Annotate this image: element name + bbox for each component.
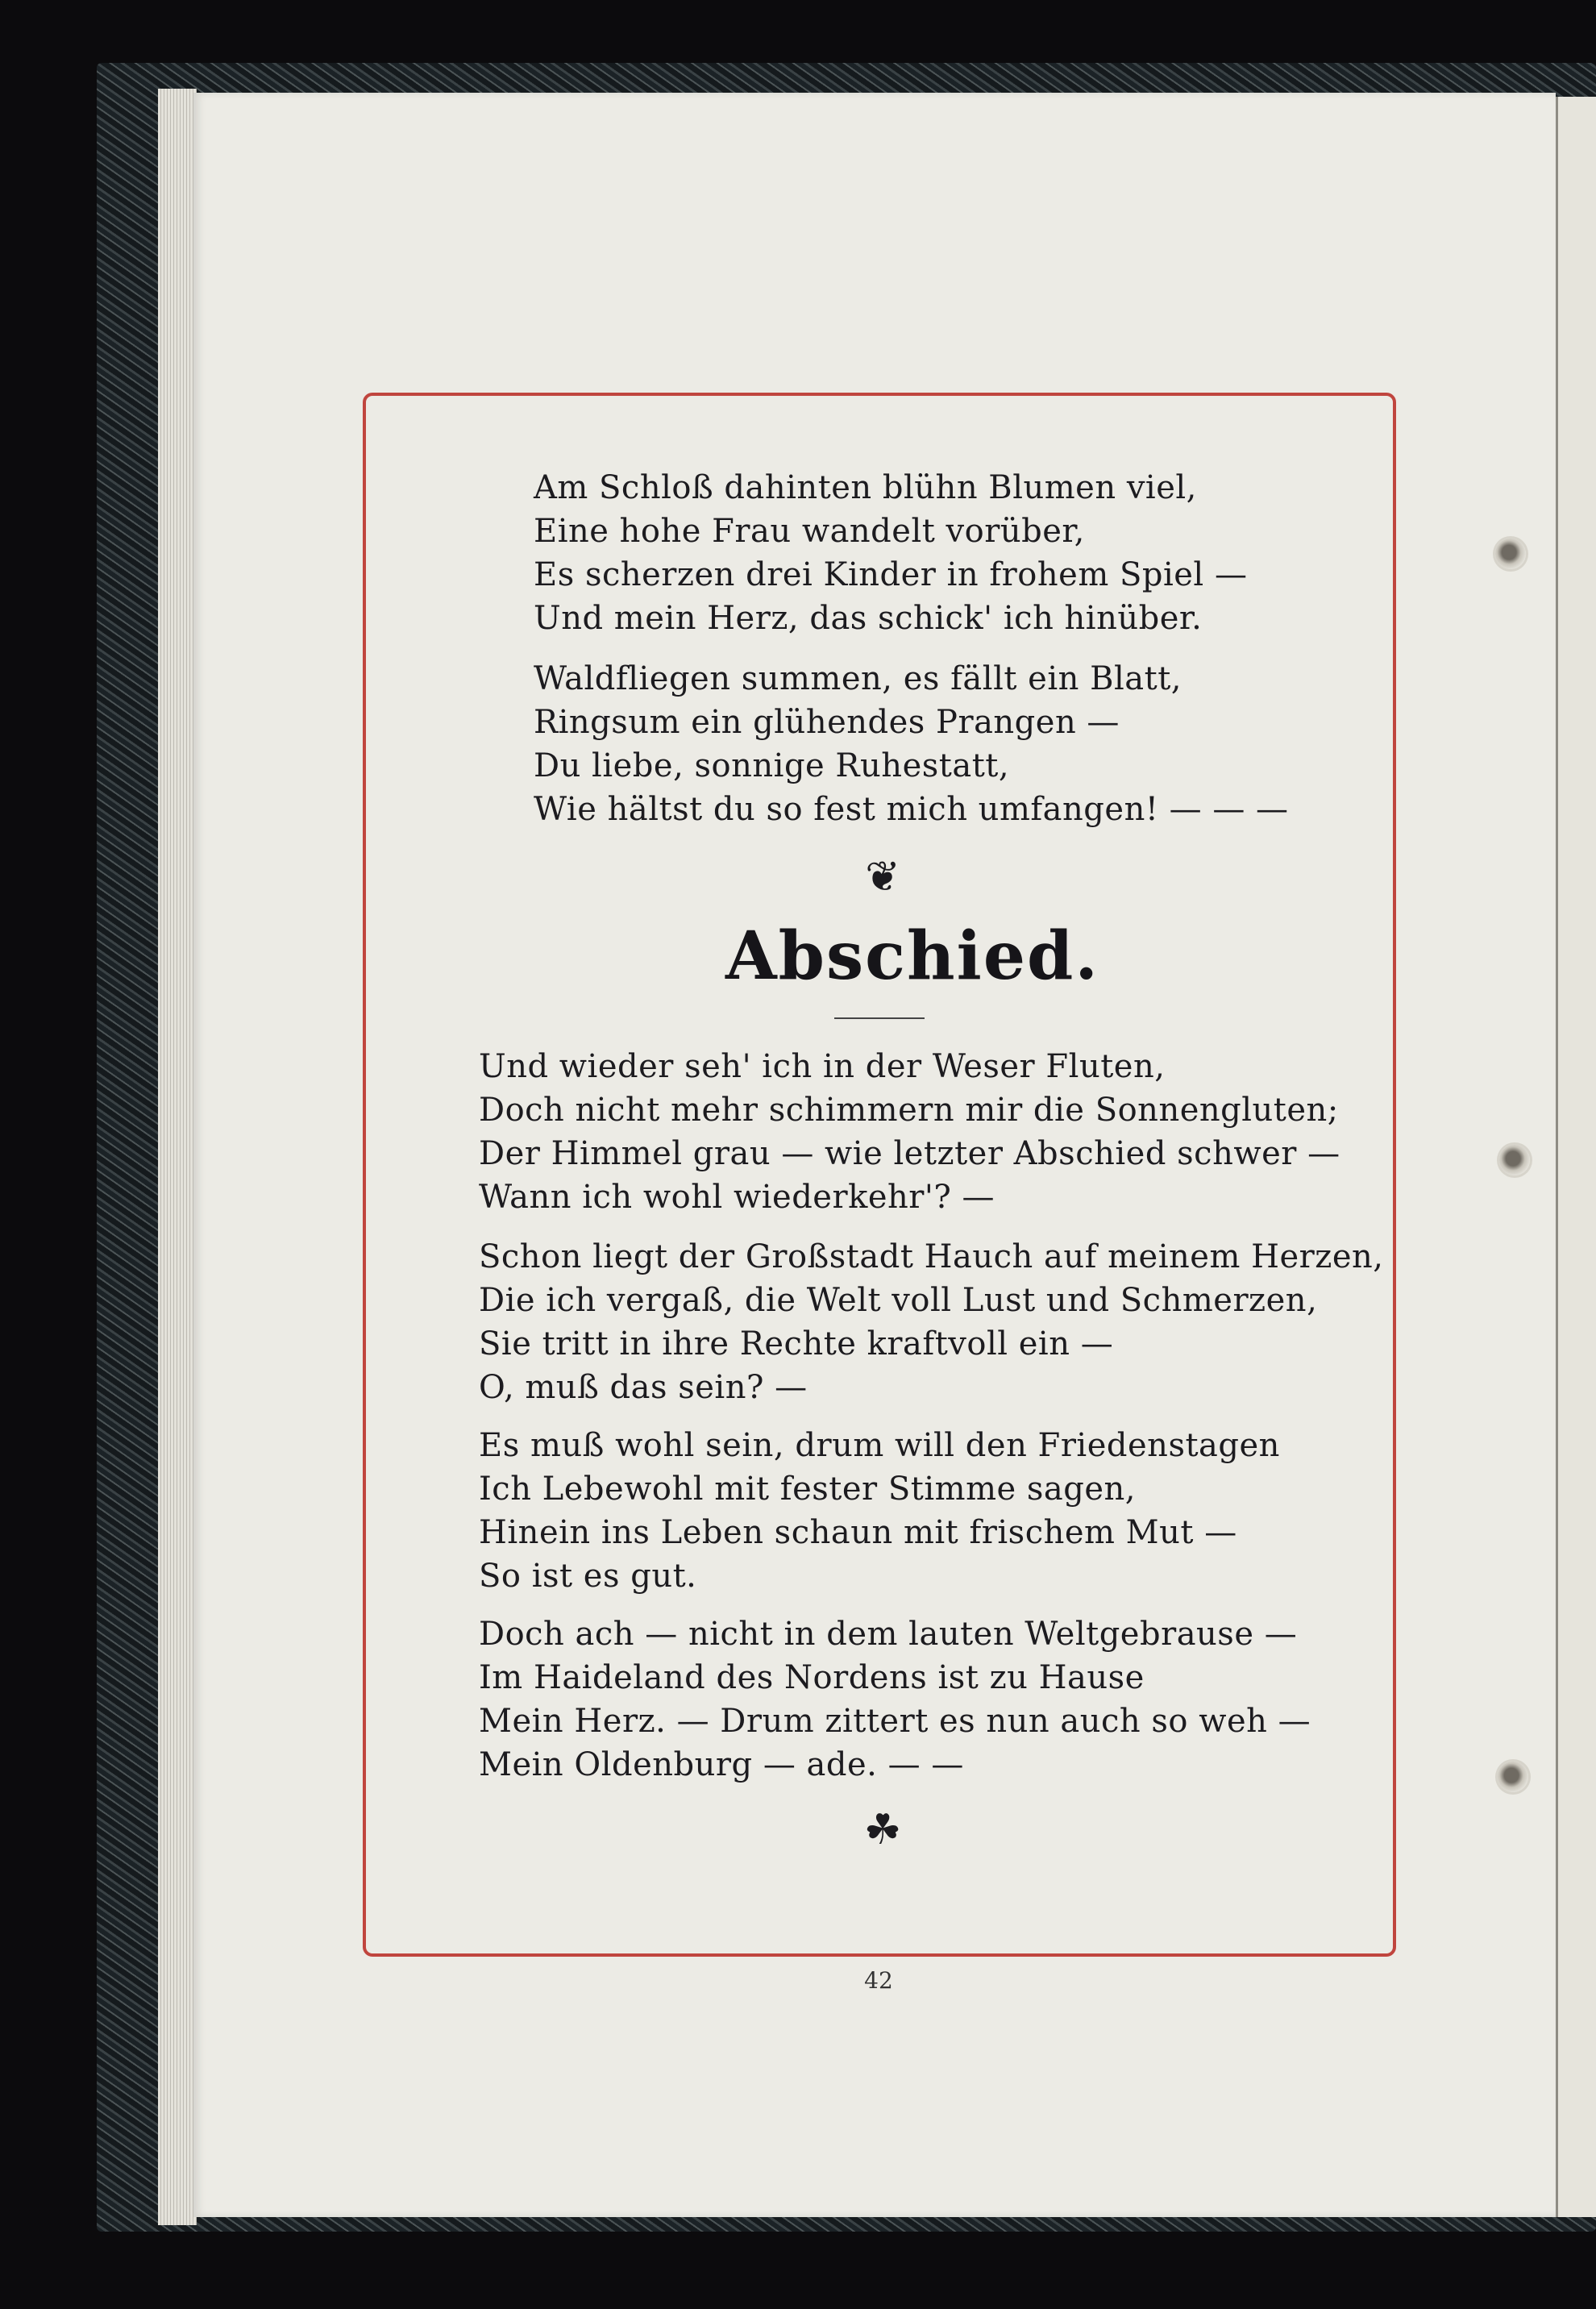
page-number: 42 [864,1967,893,1994]
poem-line: Hinein ins Leben schaun mit frischem Mut — [479,1514,1237,1551]
poem-title: Abschied. [725,917,1099,995]
poem2-stanza-1 [479,1045,1340,1219]
poem-line: Doch nicht mehr schimmern mir die Sonnengluten; [479,1092,1339,1129]
poem-line: O, muß das sein? — [479,1369,808,1406]
poem-line: Eine hohe Frau wandelt vorüber, [534,513,1085,550]
binding-hole [1495,539,1526,569]
poem-line: Ich Lebewohl mit fester Stimme sagen, [479,1471,1137,1508]
poem-line: Ringsum ein glühendes Prangen — [534,704,1120,741]
poem-line: Du liebe, sonnige Ruhestatt, [534,747,1010,784]
page-edges [158,89,197,2225]
poem-line: Der Himmel grau — wie letzter Abschied schwer — [479,1135,1340,1172]
poem-line: Waldfliegen summen, es fällt ein Blatt, [534,660,1182,697]
poem-line: Es scherzen drei Kinder in frohem Spiel — [534,556,1248,593]
poem-line: So ist es gut. [479,1558,697,1595]
poem-line: Im Haideland des Nordens ist zu Hause [479,1659,1145,1696]
poem-line: Sie tritt in ihre Rechte kraftvoll ein — [479,1325,1114,1363]
poem-line: Doch ach — nicht in dem lauten Weltgebrause — [479,1616,1298,1653]
poem-line: Wann ich wohl wiederkehr'? — [479,1179,995,1216]
poem-line: Die ich vergaß, die Welt voll Lust und Schmerzen, [479,1282,1318,1319]
poem2-stanza-3 [479,1424,1280,1598]
poem2-stanza-2 [479,1235,1383,1409]
poem-line: Am Schloß dahinten blühn Blumen viel, [534,469,1197,506]
next-page-edge [1556,97,1596,2217]
poem-line: Schon liegt der Großstadt Hauch auf meinem Herzen, [479,1238,1384,1275]
poem1-stanza-2 [534,657,1289,831]
poem-line: Wie hältst du so fest mich umfangen! — — — [534,791,1289,828]
leaf-ornament-icon: ❦ [865,853,900,901]
binding-hole [1498,1762,1528,1792]
poem-line: Es muß wohl sein, drum will den Friedenstagen [479,1427,1280,1464]
poem-line: Und mein Herz, das schick' ich hinüber. [534,600,1203,637]
clover-ornament-icon: ☘ [863,1806,902,1854]
poem-line: Und wieder seh' ich in der Weser Fluten, [479,1048,1166,1085]
poem2-stanza-4 [479,1612,1311,1787]
binding-hole [1499,1145,1530,1175]
title-divider [834,1017,925,1019]
poem1-stanza-1 [534,466,1247,640]
poem-line: Mein Oldenburg — ade. — — [479,1746,964,1783]
poem-line: Mein Herz. — Drum zittert es nun auch so weh — [479,1703,1311,1740]
